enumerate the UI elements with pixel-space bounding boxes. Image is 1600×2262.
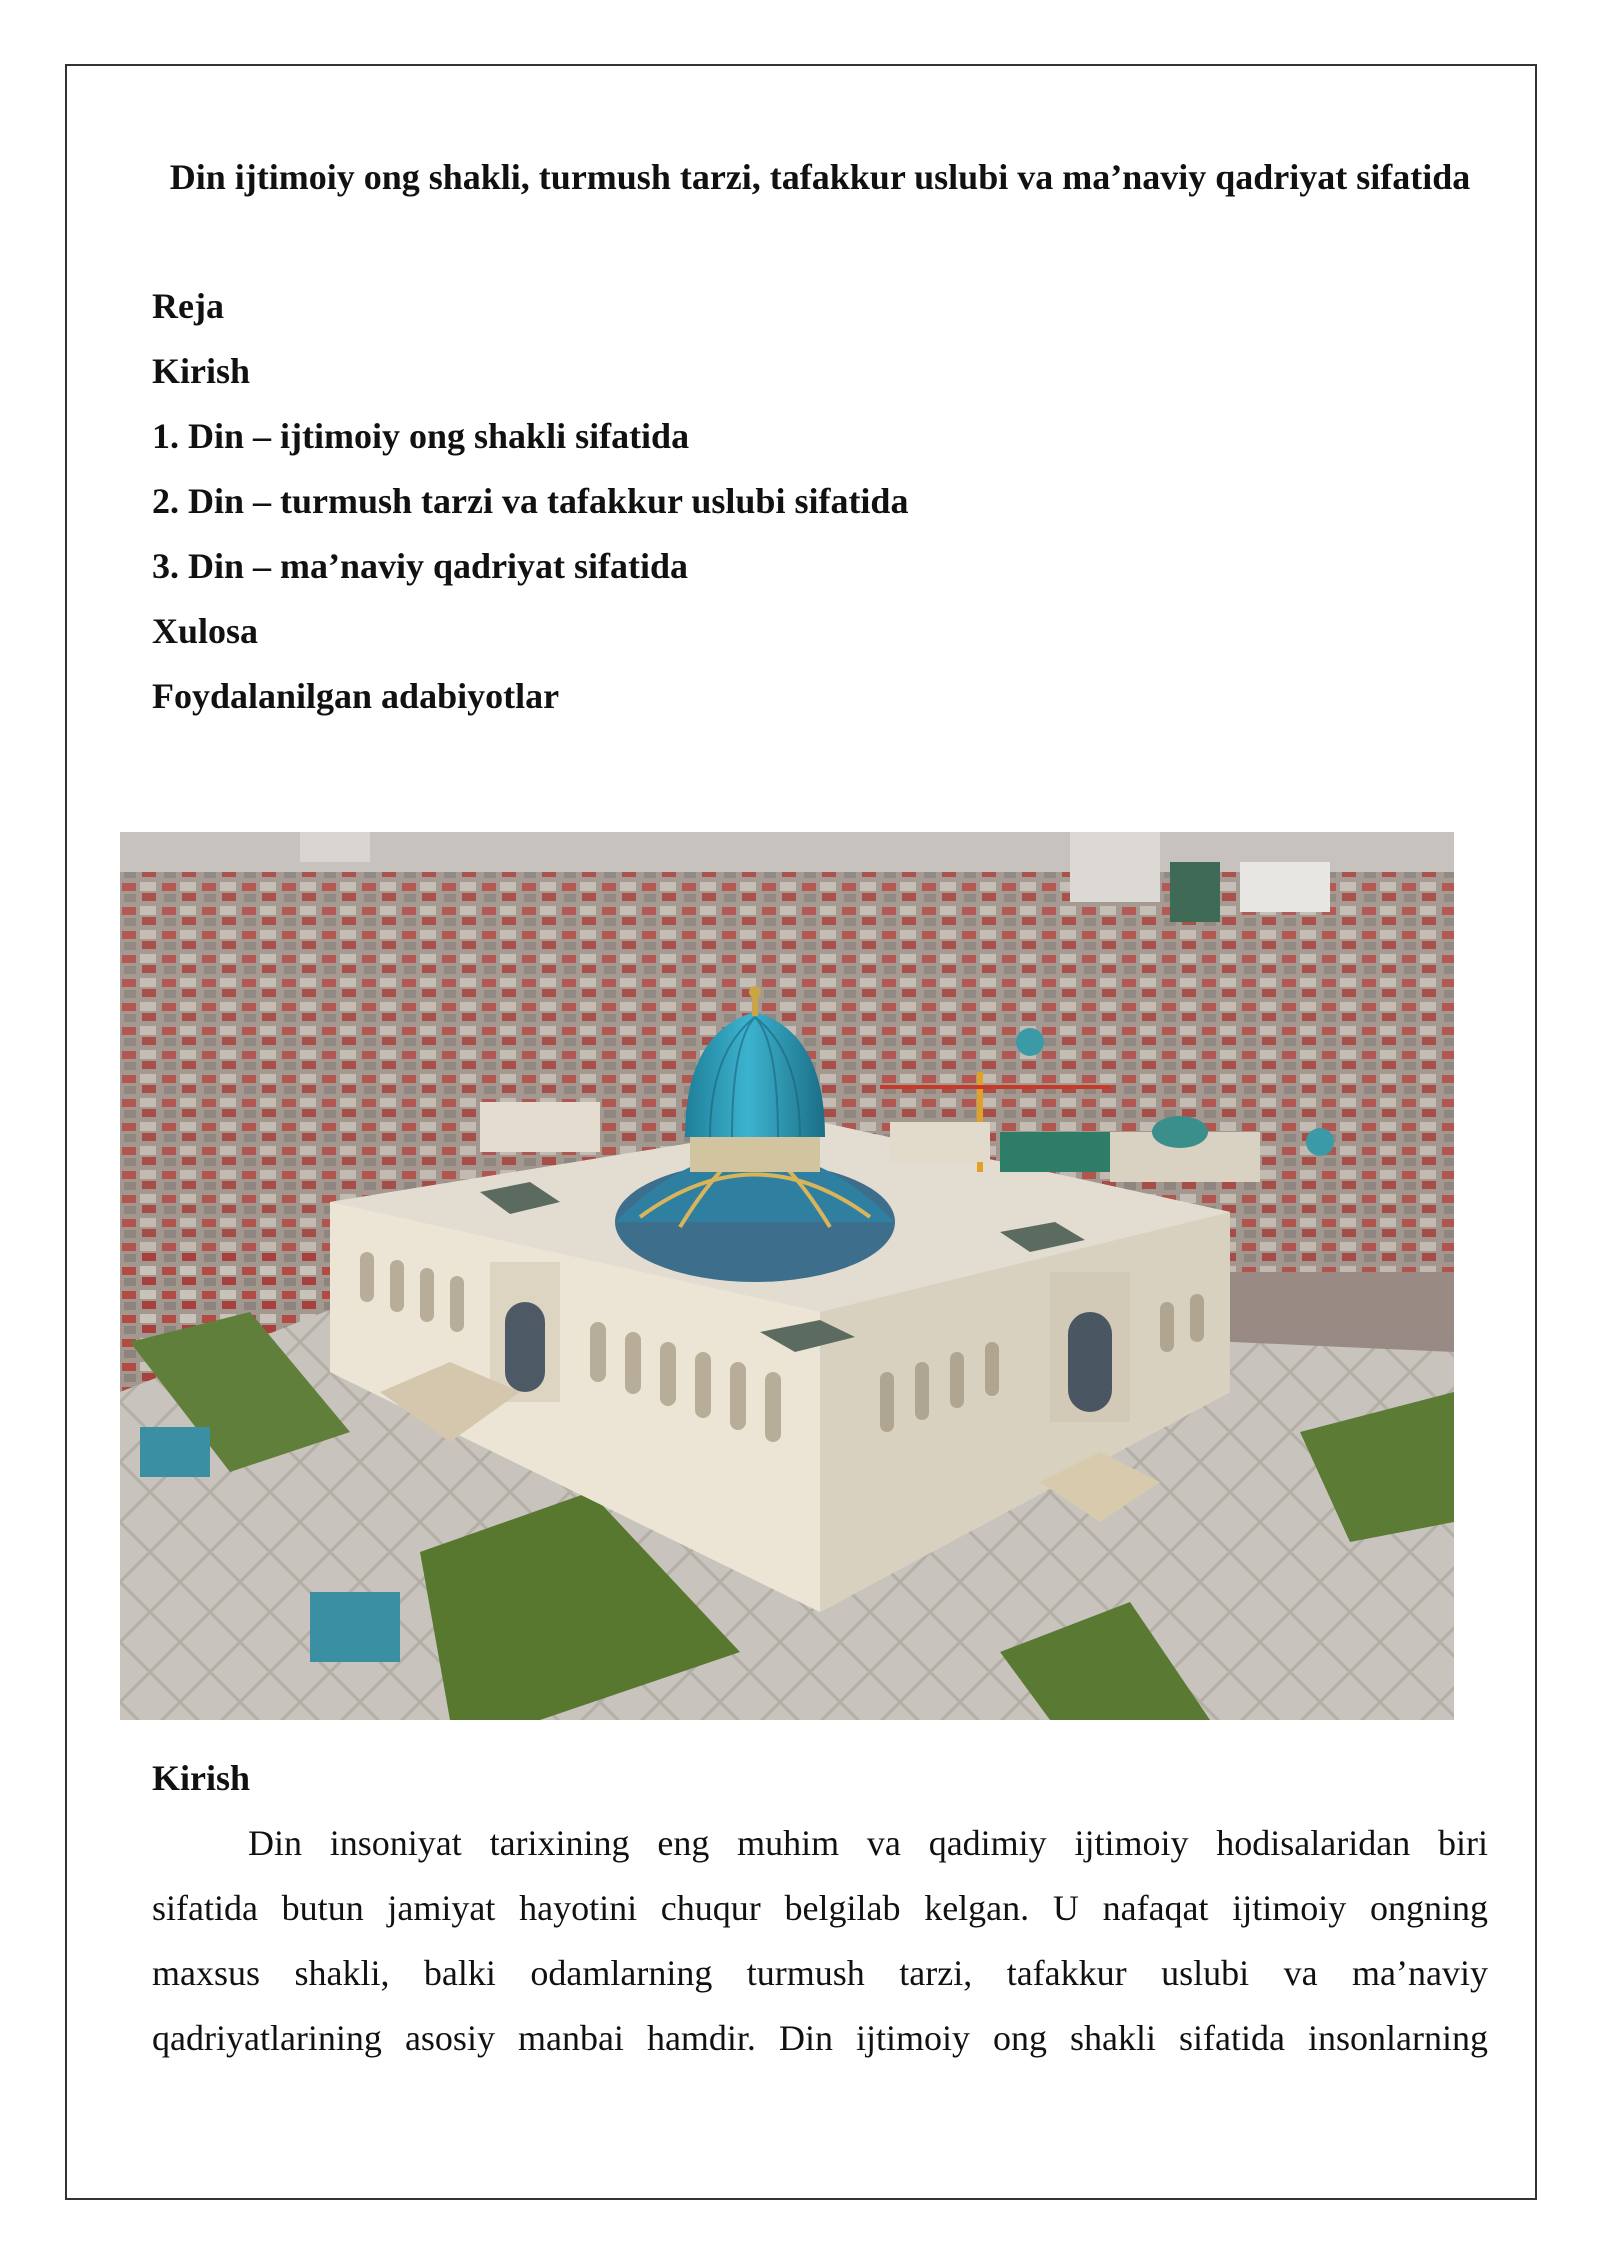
section-heading-introduction: Kirish: [152, 1758, 251, 1798]
plan-heading: Reja: [152, 286, 224, 326]
plan-item-conclusion: Xulosa: [152, 611, 259, 651]
plan-item-1: 1. Din – ijtimoiy ong shakli sifatida: [152, 416, 690, 456]
plan-item-3: 3. Din – ma’naviy qadriyat sifatida: [152, 546, 689, 586]
paragraph-line-1: Din insoniyat tarixining eng muhim va qadimiy ijtimoiy hodisalaridan biri: [248, 1823, 1488, 1863]
mosque-aerial-photo: [120, 832, 1454, 1720]
paragraph-line-3: maxsus shakli, balki odamlarning turmush tarzi, tafakkur uslubi va ma’naviy: [152, 1953, 1488, 1993]
plan-item-2: 2. Din – turmush tarzi va tafakkur uslubi sifatida: [152, 481, 909, 521]
plan-item-introduction: Kirish: [152, 351, 251, 391]
plan-list: [152, 274, 1492, 729]
paragraph-line-4: qadriyatlarining asosiy manbai hamdir. Din ijtimoiy ong shakli sifatida insonlarning: [152, 2018, 1488, 2058]
plan-item-references: Foydalanilgan adabiyotlar: [152, 676, 560, 716]
introduction-paragraph: [152, 1811, 1488, 2071]
paragraph-line-2: sifatida butun jamiyat hayotini chuqur belgilab kelgan. U nafaqat ijtimoiy ongning: [152, 1888, 1488, 1928]
document-title: Din ijtimoiy ong shakli, turmush tarzi, tafakkur uslubi va ma’naviy qadriyat sifatida: [169, 157, 1471, 197]
